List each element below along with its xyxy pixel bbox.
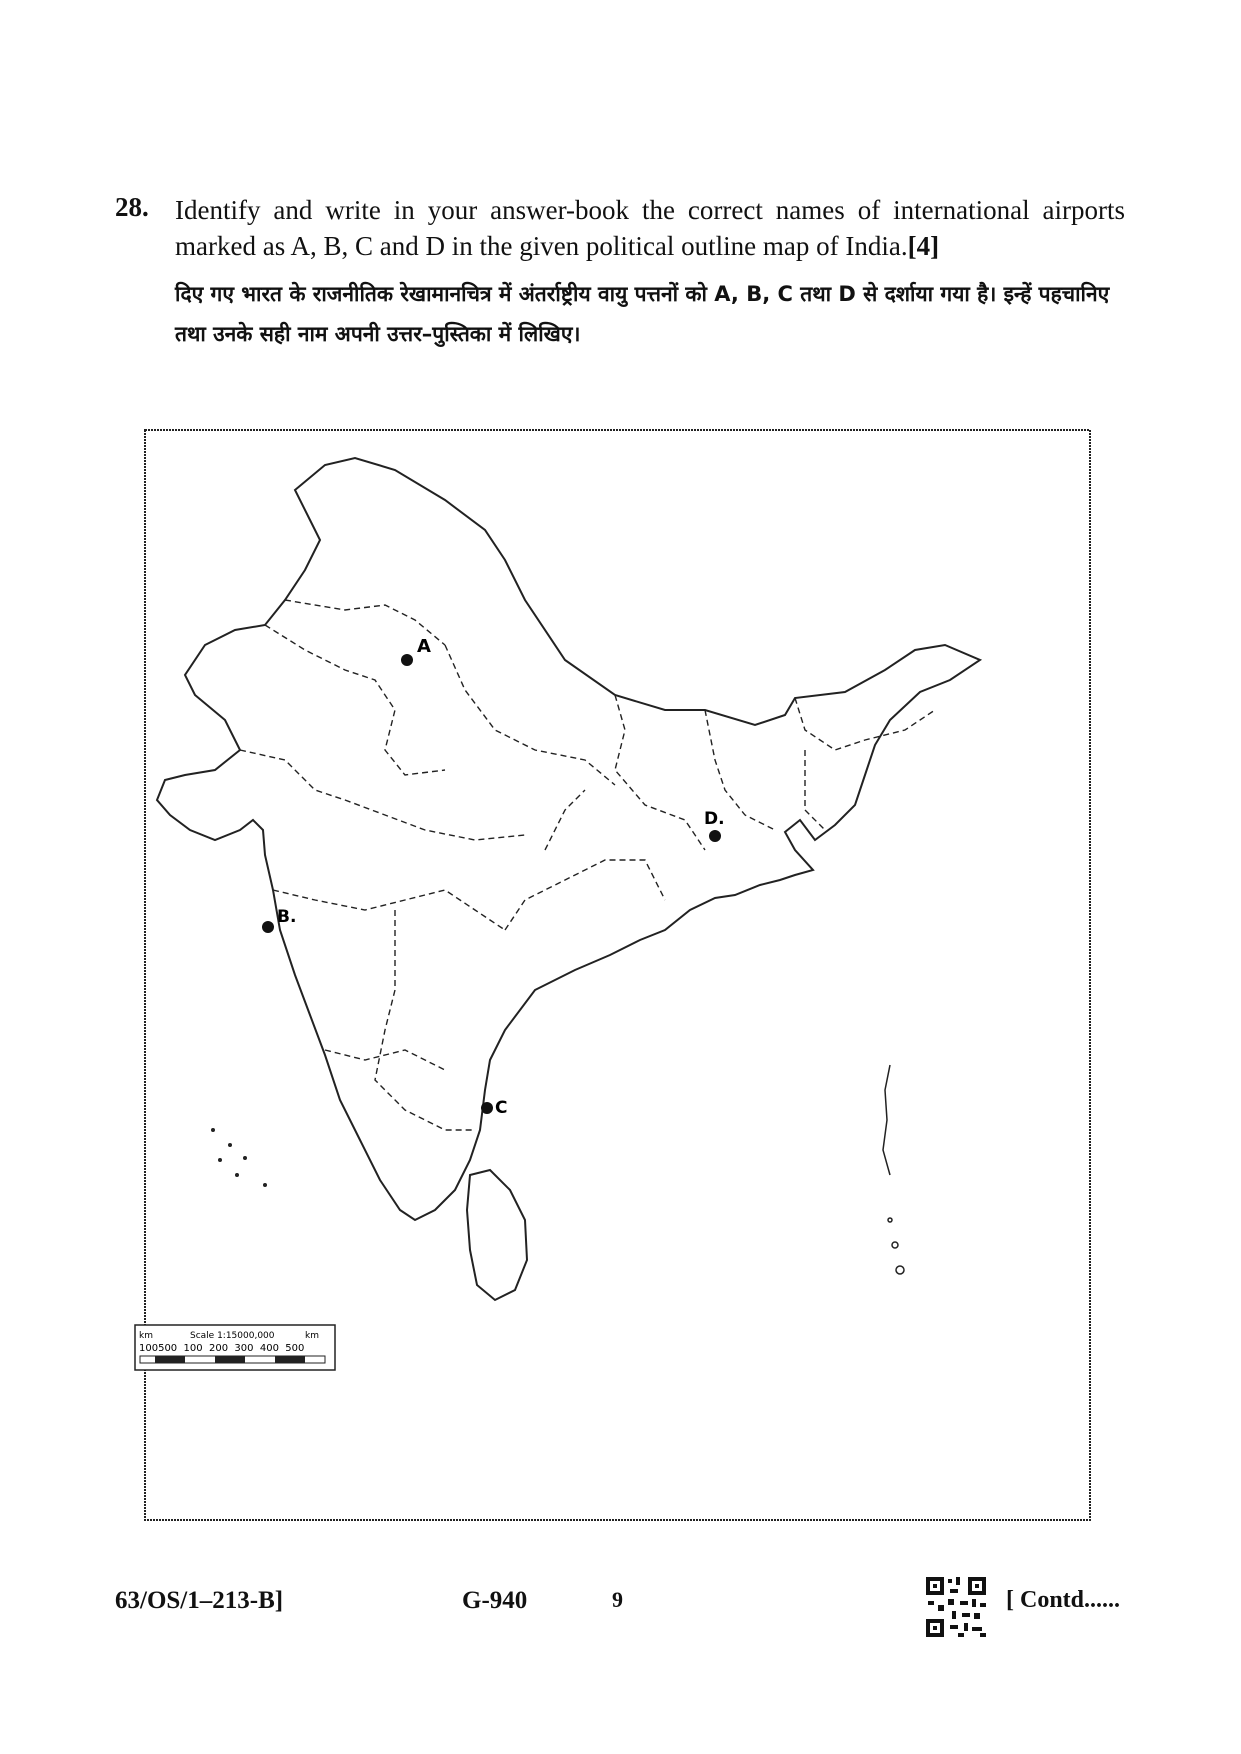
- state-boundaries: [240, 600, 935, 1130]
- sri-lanka-outline: [467, 1170, 527, 1300]
- question-text: Identify and write in your answer-book the correct names of international airports marked as A, B, C and D in the given political outline map of India.: [175, 195, 1125, 261]
- continued-note: [ Contd......: [1006, 1587, 1121, 1613]
- scale-unit-right: km: [305, 1331, 319, 1341]
- india-outline: [157, 458, 980, 1220]
- marker-c-label: C: [495, 1098, 508, 1118]
- question-marks: [4]: [907, 231, 940, 261]
- page-number: 9: [612, 1587, 623, 1612]
- lakshadweep-islands: [211, 1128, 267, 1187]
- question-number: 28.: [115, 192, 149, 222]
- scale-box: [135, 1325, 335, 1370]
- scale-ticks: 100500 100 200 300 400 500: [139, 1343, 305, 1354]
- series-code: G-940: [462, 1587, 528, 1614]
- marker-c: [481, 1098, 507, 1118]
- question-text-english: [175, 192, 1125, 264]
- paper-code: 63/OS/1–213-B]: [115, 1587, 284, 1614]
- marker-d: [704, 809, 725, 842]
- andaman-nicobar-islands: [883, 1065, 904, 1274]
- question-text-hindi: दिए गए भारत के राजनीतिक रेखामानचित्र में अंतर्राष्ट्रीय वायु पत्तनों को A, B, C तथा D से दर्शाया गया है। इन्हें पहचानिए तथा उनके सही नाम अपनी उत्तर–पुस्तिका में लिखिए।: [175, 282, 1110, 346]
- map-svg: [139, 430, 1090, 1520]
- marker-a: [401, 636, 431, 666]
- scale-title: Scale 1:15000,000: [190, 1331, 275, 1341]
- marker-b-label: B.: [277, 907, 297, 927]
- india-outline-map: [139, 430, 1090, 1520]
- qr-code-icon: [924, 1575, 988, 1639]
- page-footer: [0, 1575, 1241, 1645]
- scale-unit-left: km: [139, 1331, 153, 1341]
- marker-d-label: D.: [704, 809, 725, 829]
- marker-a-label: A: [417, 636, 431, 657]
